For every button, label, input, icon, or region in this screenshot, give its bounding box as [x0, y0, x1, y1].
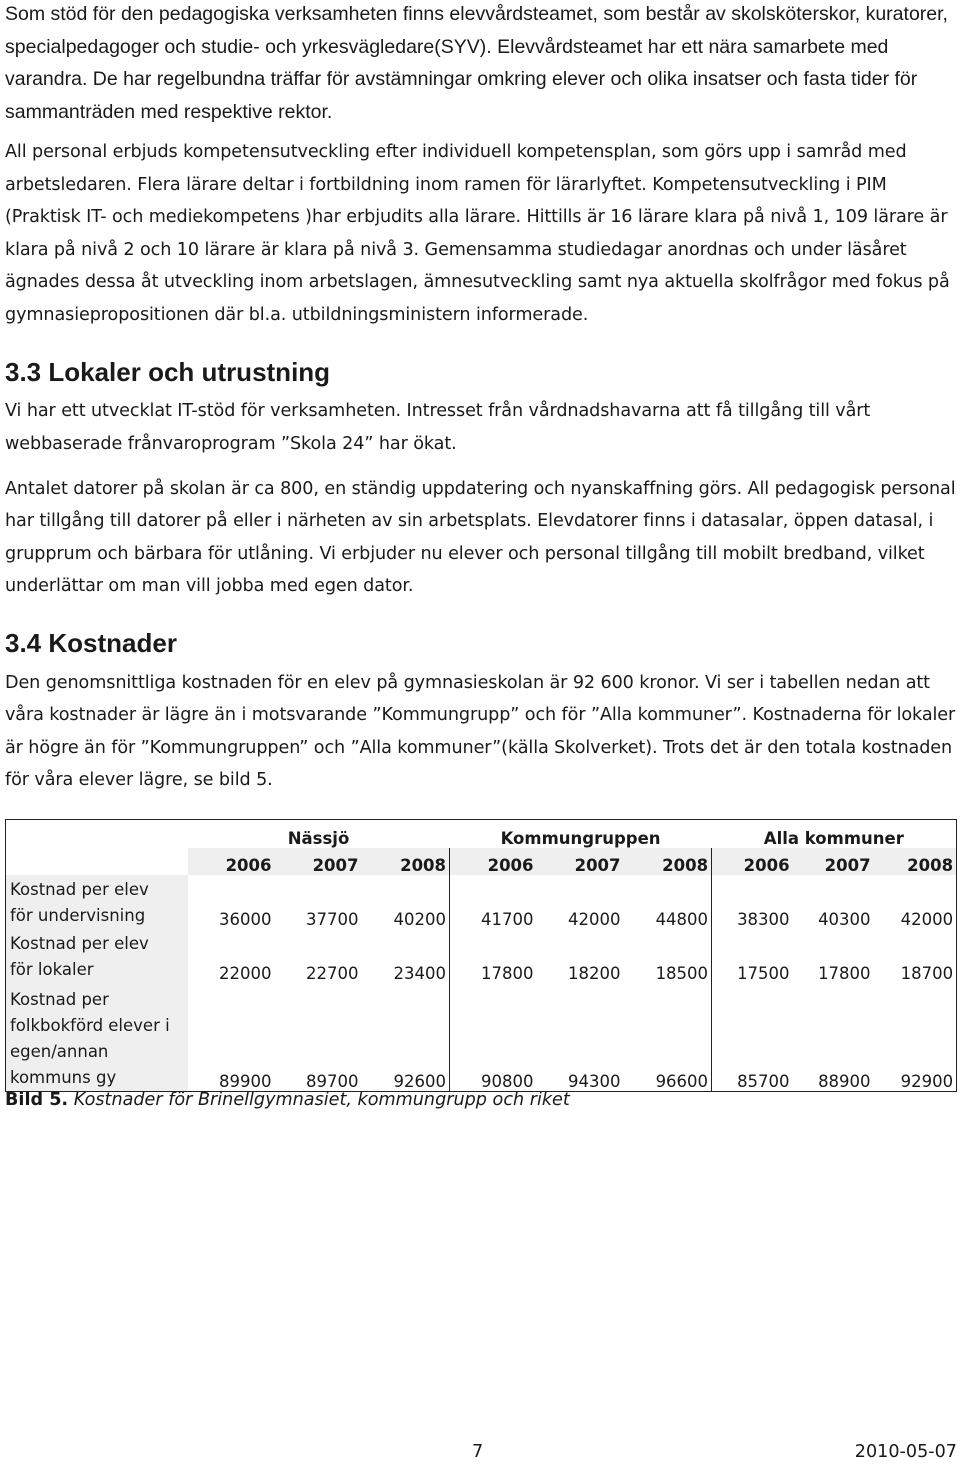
- paragraph-kostnader: Den genomsnittliga kostnaden för en elev på gymnasieskolan är 92 600 kronor. Vi ser i tabellen nedan att våra kostnader är lägre än i motsvarande ”Kommungrupp” och för ”Alla kommuner”. Kostnaderna för lokaler är högre än för ”Kommungruppen” och ”Alla kommuner”(källa Skolverket). Trots det är den totala kostnaden för våra elever lägre, se bild 5.: [5, 673, 956, 791]
- year-header: 2006: [188, 848, 275, 875]
- table-year-header-row: [6, 848, 957, 875]
- table-cell: 22000: [219, 964, 272, 983]
- paragraph-kompetensutveckling: All personal erbjuds kompetensutveckling efter individuell kompetensplan, som görs upp i samråd med arbetsledaren. Flera lärare deltar i fortbildning inom ramen för lärarlyftet. Kompetensutveckling i PIM (Praktisk IT- och mediekompetens )har erbjudits alla lärare. Hittills är 16 lärare klara på nivå 1, 109 lärare är klara på nivå 2 och 10 lärare är klara på nivå 3. Gemensamma studiedagar anordnas och under läsåret ägnades dessa åt utveckling inom arbetslagen, ämnesutveckling samt nya aktuella skolfrågor med fokus på gymnasiepropositionen där bl.a. utbildningsministern informerade.: [5, 142, 950, 325]
- table-cell: 42000: [568, 910, 621, 929]
- group-header-kommungruppen: Kommungruppen: [500, 829, 661, 848]
- year-header: 2006: [712, 848, 793, 875]
- table-cell: 41700: [450, 875, 537, 929]
- row-label: [6, 929, 188, 983]
- year-header: 2008: [874, 848, 957, 875]
- cost-table: [5, 819, 957, 1092]
- year-header: 2007: [275, 848, 362, 875]
- table-corner-cell: [6, 820, 188, 849]
- year-header: 2007: [793, 848, 874, 875]
- table-corner-cell: [6, 848, 188, 875]
- table-cell: 23400: [393, 964, 447, 983]
- table-cell: 17800: [818, 964, 871, 983]
- row-label: [6, 875, 188, 929]
- table-cell: 22700: [306, 964, 359, 983]
- table-caption: [5, 1090, 570, 1110]
- table-cell: 96600: [655, 1072, 709, 1091]
- paragraph-elevvard: Som stöd för den pedagogiska verksamheten finns elevvårdsteamet, som består av skolsköterskor, kuratorer, specialpedagoger och studie- och yrkesvägledare(SYV). Elevvårdsteamet har ett nära samarbete med varandra. De har regelbundna träffar för avstämningar omkring elever och olika insatser och fasta tider för sammanträden med respektive rektor.: [5, 3, 948, 123]
- table-cell: 44800: [655, 910, 709, 929]
- page-number: 7: [472, 1442, 484, 1462]
- table-cell: 89700: [306, 1072, 359, 1091]
- table-cell: 92900: [900, 1072, 954, 1091]
- table-cell: 94300: [568, 1072, 621, 1091]
- table-cell: 42000: [900, 910, 954, 929]
- group-header-nassjo: Nässjö: [287, 829, 350, 848]
- table-cell: 17500: [712, 929, 793, 983]
- row-label-line: kommuns gy: [10, 1068, 117, 1087]
- table-cell: 90800: [450, 983, 537, 1092]
- table-cell: 88900: [818, 1072, 871, 1091]
- year-header: 2006: [450, 848, 537, 875]
- heading-lokaler: 3.3 Lokaler och utrustning: [5, 357, 331, 387]
- paragraph-it-stod: Vi har ett utvecklat IT-stöd för verksamheten. Intresset från vårdnadshavarna att få tillgång till vårt webbaserade frånvaroprogram ”Skola 24” har ökat.: [5, 401, 871, 454]
- row-label-line: Kostnad per elev: [10, 880, 149, 899]
- row-label-line: egen/annan: [10, 1042, 109, 1061]
- row-label-line: Kostnad per elev: [10, 934, 149, 953]
- table-row: [6, 983, 957, 1092]
- table-cell: 36000: [219, 910, 272, 929]
- table-cell: 18700: [900, 964, 954, 983]
- table-group-header-row: [6, 820, 957, 849]
- table-cell: 40200: [393, 910, 447, 929]
- table-cell: 40300: [818, 910, 871, 929]
- row-label-line: Kostnad per: [10, 990, 109, 1009]
- year-header: 2008: [362, 848, 450, 875]
- table-cell: 92600: [393, 1072, 447, 1091]
- year-header: 2007: [537, 848, 624, 875]
- caption-label: Bild 5.: [5, 1090, 69, 1110]
- paragraph-datorer: Antalet datorer på skolan är ca 800, en ständig uppdatering och nyanskaffning görs. All pedagogisk personal har tillgång till datorer på eller i närheten av sin arbetsplats. Elevdatorer finns i datasalar, öppen datasal, i grupprum och bärbara för utlåning. Vi erbjuder nu elever och personal tillgång till mobilt bredband, vilket underlättar om man vill jobba med egen dator.: [5, 479, 956, 597]
- row-label-line: för undervisning: [10, 906, 146, 925]
- row-label-line: folkbokförd elever i: [10, 1016, 170, 1035]
- row-label: [6, 983, 188, 1092]
- table-cell: 89900: [219, 1072, 272, 1091]
- table-row: [6, 929, 957, 983]
- year-header: 2008: [624, 848, 712, 875]
- caption-text: Kostnader för Brinellgymnasiet, kommungrupp och riket: [68, 1090, 570, 1110]
- footer-date: 2010-05-07: [854, 1442, 957, 1462]
- group-header-alla-kommuner: Alla kommuner: [763, 829, 904, 848]
- table-row: [6, 875, 957, 929]
- table-cell: 18500: [655, 964, 709, 983]
- table-cell: 17800: [450, 929, 537, 983]
- table-cell: 37700: [306, 910, 359, 929]
- heading-kostnader: 3.4 Kostnader: [5, 628, 177, 658]
- row-label-line: för lokaler: [10, 960, 94, 979]
- table-cell: 85700: [712, 983, 793, 1092]
- table-cell: 18200: [568, 964, 621, 983]
- table-cell: 38300: [712, 875, 793, 929]
